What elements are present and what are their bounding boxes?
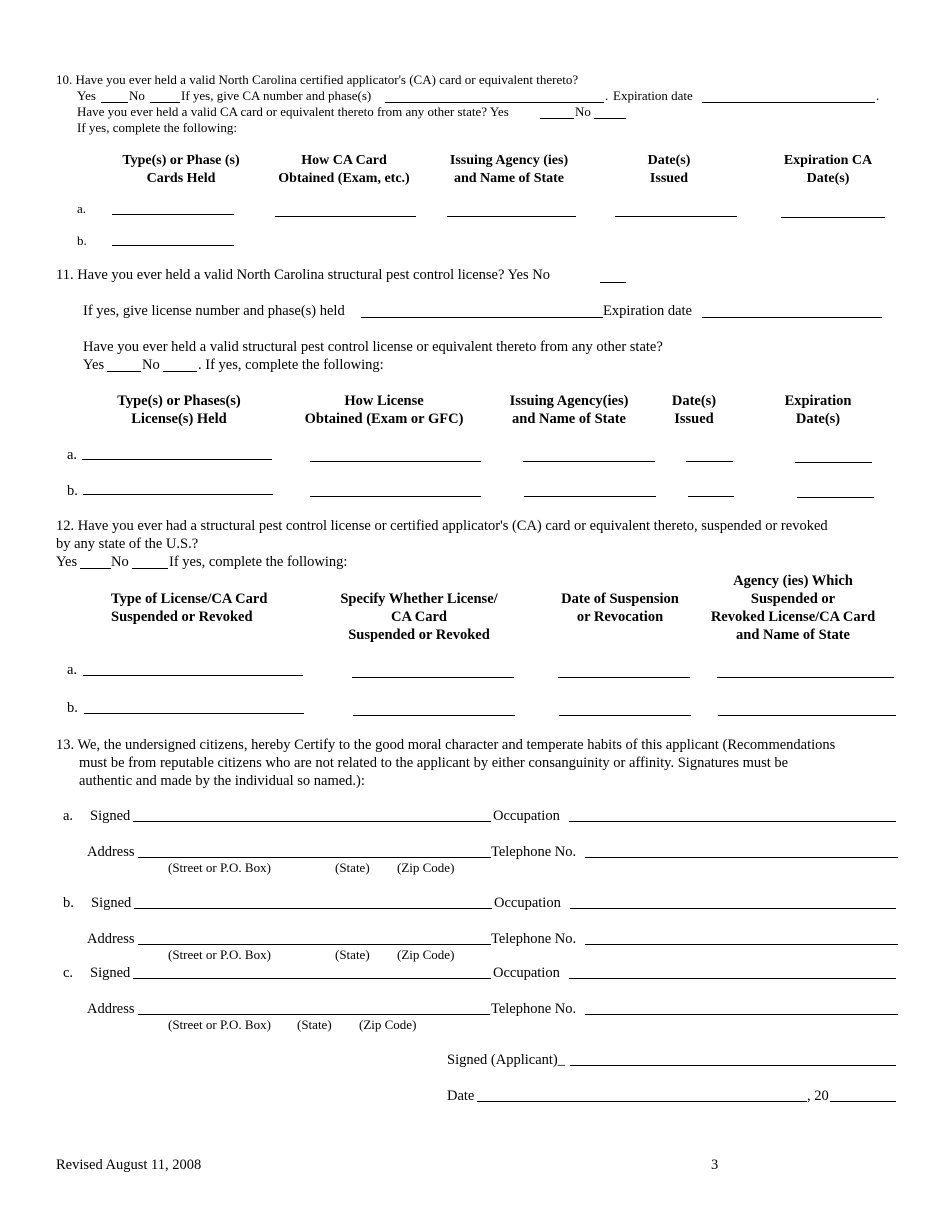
q11-expiration-blank[interactable] [702,317,882,318]
ref-a-telephone-label: Telephone No. [491,844,577,860]
ref-a-occupation-label: Occupation [493,808,560,824]
q10-give-label: If yes, give CA number and phase(s) [181,88,372,103]
q12-row-b-specify[interactable] [353,715,515,716]
q10-no-blank[interactable] [150,102,180,103]
ref-b-label: b. [63,895,74,911]
q10-question: 10. Have you ever held a valid North Carolina certified applicator's (CA) card or equivalent thereto? [56,72,579,87]
q12-no-blank[interactable] [132,568,168,569]
q11-row-b-agency[interactable] [524,496,656,497]
ref-c-signature-field[interactable] [133,978,491,979]
applicant-year-field[interactable] [830,1101,896,1102]
ref-b-occupation-label: Occupation [494,895,561,911]
q10-other-no-label: No [575,104,591,119]
ref-a-telephone-field[interactable] [585,857,898,858]
q10-row-b-label: b. [77,233,87,248]
ref-a-signature-field[interactable] [133,821,491,822]
q13-statement-cont2: authentic and made by the individual so named.): [79,773,365,789]
q12-row-b-date[interactable] [559,715,691,716]
q11-col-header-how: How License Obtained (Exam or GFC) [304,393,464,427]
ref-a-occupation-field[interactable] [569,821,896,822]
ref-a-state-caption: (State) [335,860,370,875]
q11-col-header-type: Type(s) or Phases(s) License(s) Held [117,393,241,427]
ref-c-address-field[interactable] [138,1014,490,1015]
ref-c-address-label: Address [87,1001,135,1017]
ref-b-telephone-field[interactable] [585,944,898,945]
ref-c-state-caption: (State) [297,1017,332,1032]
q12-no-label: No [111,554,129,570]
q13-statement-cont1: must be from reputable citizens who are not related to the applicant by either consanguinity or affinity. Signatures must be [79,755,789,771]
applicant-year-prefix: , 20 [807,1088,829,1104]
q10-expiration-label: Expiration date [613,88,693,103]
q10-other-no-blank[interactable] [594,118,626,119]
q12-row-a-label: a. [67,662,78,678]
ref-c-telephone-label: Telephone No. [491,1001,577,1017]
q10-col-header-dates-issued: Date(s) Issued [647,153,691,186]
ref-a-zip-caption: (Zip Code) [397,860,455,875]
q13-statement: 13. We, the undersigned citizens, hereby Certify to the good moral character and temperate habits of this applicant (Recommendations [56,737,836,753]
q12-row-b-label: b. [67,700,78,716]
q10-yes-blank[interactable] [101,102,128,103]
ref-c-telephone-field[interactable] [585,1014,898,1015]
q11-row-b-expiration[interactable] [797,497,874,498]
q10-col-header-expiration: Expiration CA Date(s) [783,153,873,186]
ref-b-signature-field[interactable] [134,908,492,909]
q10-row-a-how[interactable] [275,216,416,217]
q11-no-other-blank[interactable] [163,371,197,372]
q10-ca-number-blank[interactable] [385,102,604,103]
q10-period: . [605,88,609,103]
q11-row-b-how[interactable] [310,496,481,497]
q11-yes-label: Yes [83,357,105,373]
applicant-signature-field[interactable] [570,1065,896,1066]
q11-row-b-issued[interactable] [688,496,734,497]
ref-c-occupation-field[interactable] [569,978,896,979]
ref-a-address-field[interactable] [138,857,491,858]
applicant-date-label: Date [447,1088,475,1104]
ref-c-label: c. [63,965,74,981]
q10-period-end: . [876,88,880,103]
q10-expiration-blank[interactable] [702,102,875,103]
ref-b-telephone-label: Telephone No. [491,931,577,947]
page-number: 3 [711,1157,719,1173]
q11-row-a-agency[interactable] [523,461,655,462]
q11-other-state-question: Have you ever held a valid structural pest control license or equivalent thereto from any other state? [83,339,663,355]
applicant-date-field[interactable] [477,1101,807,1102]
ref-b-zip-caption: (Zip Code) [397,947,455,962]
q12-col-header-specify: Specify Whether License/ CA Card Suspended or Revoked [340,591,498,643]
q10-row-a-type[interactable] [112,214,234,215]
q10-row-a-agency[interactable] [447,216,576,217]
ref-c-occupation-label: Occupation [493,965,560,981]
q11-row-a-type[interactable] [82,459,272,460]
q12-yes-blank[interactable] [80,568,111,569]
ref-c-signed-label: Signed [90,965,131,981]
ref-a-label: a. [63,808,74,824]
q11-question: 11. Have you ever held a valid North Carolina structural pest control license? Yes No [56,267,550,283]
q10-yes-label: Yes [77,88,96,103]
q10-other-yes-blank[interactable] [540,118,574,119]
q11-expiration-label: Expiration date [603,303,692,319]
ref-a-address-label: Address [87,844,135,860]
q11-give-label: If yes, give license number and phase(s) held [83,303,345,319]
applicant-signed-label: Signed (Applicant)_ [447,1052,565,1068]
q10-row-b-type[interactable] [112,245,234,246]
q12-col-header-agency: Agency (ies) Which Suspended or Revoked License/CA Card and Name of State [710,573,876,643]
q12-col-header-type: Type of License/CA Card Suspended or Revoked [111,591,268,625]
ref-b-address-label: Address [87,931,135,947]
footer-revised-date: Revised August 11, 2008 [56,1157,202,1173]
q11-complete-following: . If yes, complete the following: [198,357,384,373]
q12-row-b-type[interactable] [84,713,304,714]
q12-question: 12. Have you ever had a structural pest control license or certified applicator's (CA) card or equivalent thereto, suspended or revoked [56,518,828,534]
ref-b-address-field[interactable] [138,944,491,945]
q12-question-cont: by any state of the U.S.? [56,536,199,552]
ref-b-occupation-field[interactable] [570,908,896,909]
q12-complete-following: If yes, complete the following: [169,554,348,570]
q11-row-a-label: a. [67,447,78,463]
q11-row-a-how[interactable] [310,461,481,462]
q11-row-b-label: b. [67,483,78,499]
q10-row-a-expiration[interactable] [781,217,885,218]
q12-row-a-type[interactable] [83,675,303,676]
ref-b-state-caption: (State) [335,947,370,962]
q10-row-a-issued[interactable] [615,216,737,217]
q10-no-label: No [129,88,145,103]
q11-col-header-dates-issued: Date(s) Issued [671,393,717,427]
ref-c-street-caption: (Street or P.O. Box) [168,1017,271,1032]
q11-license-number-blank[interactable] [361,317,603,318]
q10-col-header-agency: Issuing Agency (ies) and Name of State [449,153,569,186]
q12-row-a-date[interactable] [558,677,690,678]
q12-yes-label: Yes [56,554,78,570]
ref-b-street-caption: (Street or P.O. Box) [168,947,271,962]
q11-yes-blank[interactable] [107,371,141,372]
q11-col-header-expiration: Expiration Date(s) [784,393,852,427]
ref-c-zip-caption: (Zip Code) [359,1017,417,1032]
ref-b-signed-label: Signed [91,895,132,911]
q12-row-a-specify[interactable] [352,677,514,678]
q10-other-state-question: Have you ever held a valid CA card or equivalent thereto from any other state? Yes [77,104,509,119]
q10-col-header-type: Type(s) or Phase (s) Cards Held [122,153,240,186]
q11-row-b-type[interactable] [83,494,273,495]
q12-row-b-agency[interactable] [718,715,896,716]
q11-no-blank[interactable] [600,282,626,283]
ref-a-street-caption: (Street or P.O. Box) [168,860,271,875]
q10-complete-following: If yes, complete the following: [77,120,237,135]
q12-row-a-agency[interactable] [717,677,894,678]
q11-no-label: No [142,357,160,373]
q11-row-a-expiration[interactable] [795,462,872,463]
q12-col-header-date: Date of Suspension or Revocation [561,591,679,625]
q11-col-header-agency: Issuing Agency(ies) and Name of State [509,393,629,427]
q11-row-a-issued[interactable] [686,461,733,462]
q10-col-header-how: How CA Card Obtained (Exam, etc.) [278,153,410,186]
q10-row-a-label: a. [77,201,87,216]
ref-a-signed-label: Signed [90,808,131,824]
